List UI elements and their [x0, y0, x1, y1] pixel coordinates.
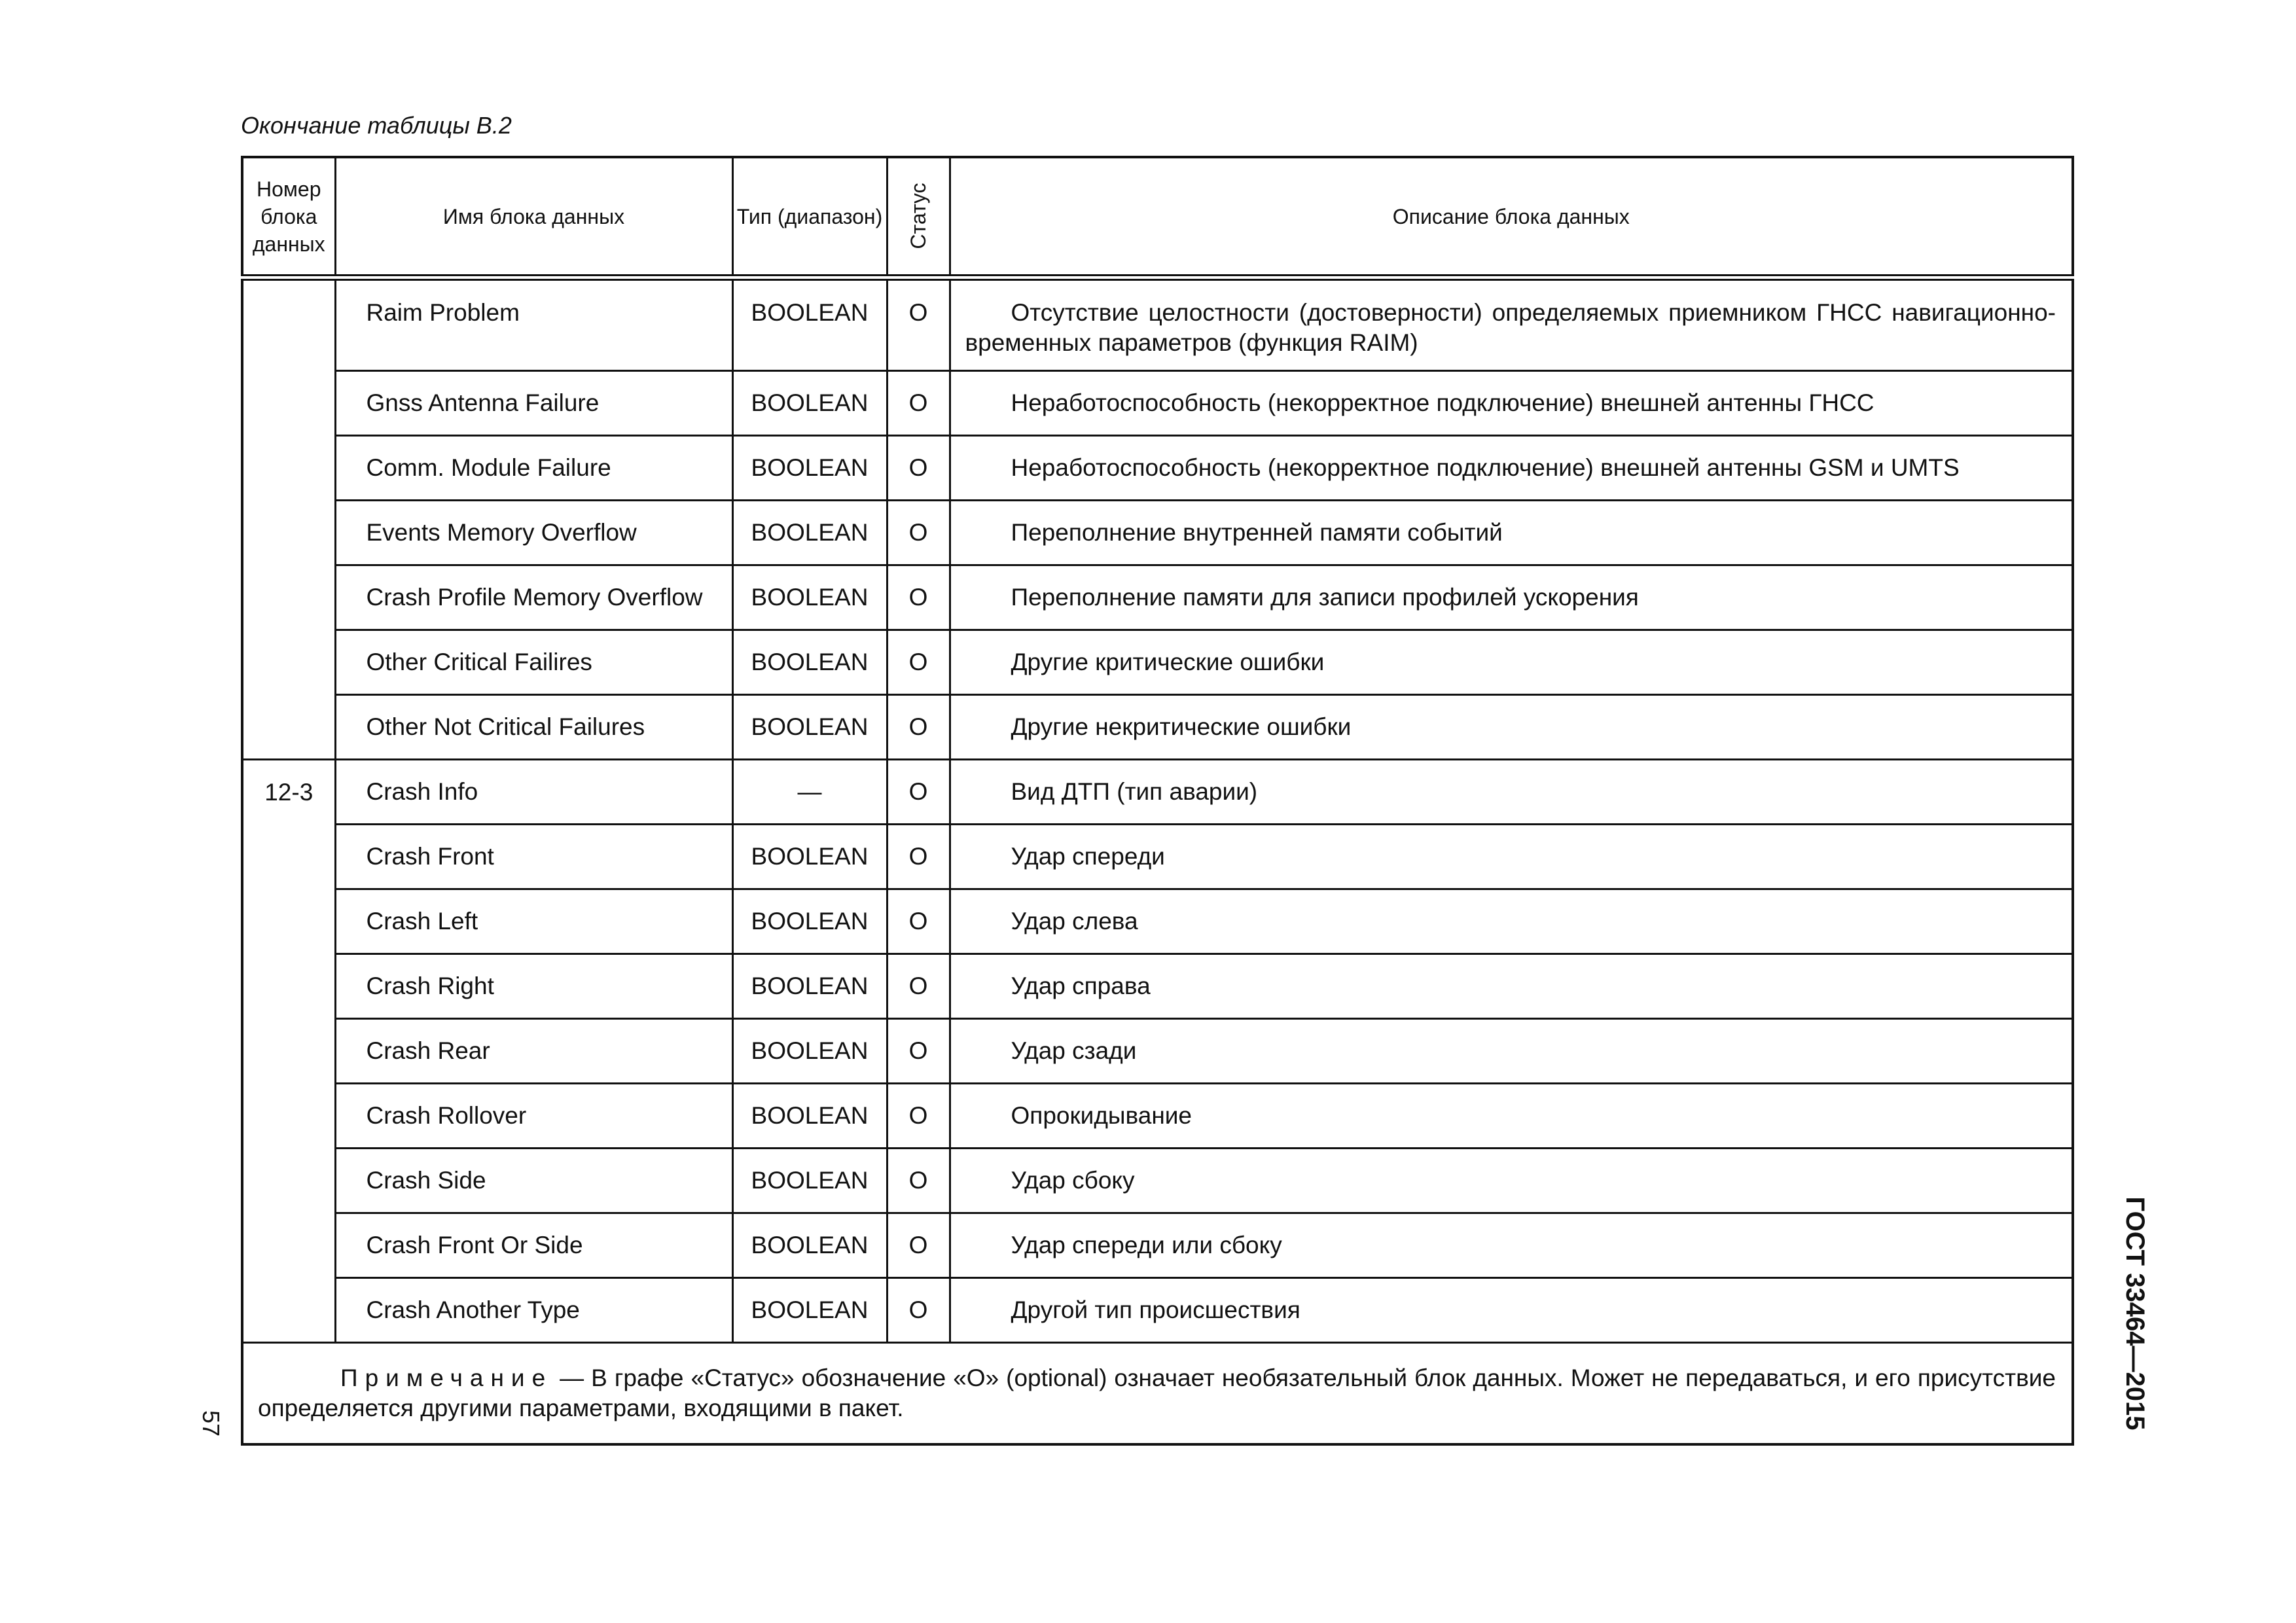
header-status [887, 157, 950, 277]
data-blocks-table [241, 156, 2074, 1446]
table-row [242, 370, 2073, 435]
status-cell: O [887, 1018, 950, 1083]
header-block-number: Номер блока данных [242, 157, 335, 277]
type-cell: BOOLEAN [732, 435, 887, 500]
block-number-cell: 12-3 [242, 759, 335, 1342]
block-name-cell: Crash Info [335, 759, 732, 824]
note-label: Примечание [340, 1364, 553, 1391]
status-cell: O [887, 565, 950, 630]
status-cell: O [887, 954, 950, 1018]
status-cell: O [887, 1148, 950, 1213]
type-cell: — [732, 759, 887, 824]
block-name-cell: Other Critical Failires [335, 630, 732, 694]
header-block-name: Имя блока данных [335, 157, 732, 277]
header-status-label: Статус [906, 182, 930, 249]
status-cell: O [887, 824, 950, 889]
block-name-cell: Crash Front Or Side [335, 1213, 732, 1277]
status-cell: O [887, 277, 950, 370]
description-cell: Неработоспособность (некорректное подключение) внешней антенны GSM и UMTS [950, 435, 2073, 500]
standard-code-label: ГОСТ 33464—2015 [2121, 1196, 2149, 1431]
description-cell: Другие критические ошибки [950, 630, 2073, 694]
block-name-cell: Other Not Critical Failures [335, 694, 732, 759]
description-cell: Удар слева [950, 889, 2073, 954]
block-name-cell: Gnss Antenna Failure [335, 370, 732, 435]
table-row [242, 1148, 2073, 1213]
block-name-cell: Crash Left [335, 889, 732, 954]
table-row [242, 824, 2073, 889]
table-row [242, 694, 2073, 759]
type-cell: BOOLEAN [732, 889, 887, 954]
type-cell: BOOLEAN [732, 824, 887, 889]
status-cell: O [887, 435, 950, 500]
table-row [242, 759, 2073, 824]
type-cell: BOOLEAN [732, 1083, 887, 1148]
block-name-cell: Comm. Module Failure [335, 435, 732, 500]
status-cell: O [887, 500, 950, 565]
table-row [242, 1083, 2073, 1148]
type-cell: BOOLEAN [732, 1018, 887, 1083]
description-cell: Удар спереди [950, 824, 2073, 889]
header-type-range: Тип (диапазон) [732, 157, 887, 277]
status-cell: O [887, 1277, 950, 1342]
type-cell: BOOLEAN [732, 1148, 887, 1213]
block-name-cell: Raim Problem [335, 277, 732, 370]
description-cell: Удар сзади [950, 1018, 2073, 1083]
table-note [242, 1342, 2073, 1444]
block-name-cell: Crash Right [335, 954, 732, 1018]
table-row [242, 1213, 2073, 1277]
block-name-cell: Events Memory Overflow [335, 500, 732, 565]
description-cell: Удар сбоку [950, 1148, 2073, 1213]
header-description: Описание блока данных [950, 157, 2073, 277]
status-cell: O [887, 1083, 950, 1148]
description-cell: Удар справа [950, 954, 2073, 1018]
status-cell: O [887, 694, 950, 759]
type-cell: BOOLEAN [732, 565, 887, 630]
note-text: — В графе «Статус» обозначение «О» (optional) означает необязательный блок данных. Может не передаваться, и его присутствие определяется другими параметрами, входящими в пакет. [258, 1364, 2056, 1421]
table-row [242, 1018, 2073, 1083]
type-cell: BOOLEAN [732, 954, 887, 1018]
block-name-cell: Crash Rollover [335, 1083, 732, 1148]
table-row [242, 889, 2073, 954]
description-cell: Отсутствие целостности (достоверности) определяемых приемником ГНСС навигационно-временных параметров (функция RAIM) [950, 277, 2073, 370]
type-cell: BOOLEAN [732, 630, 887, 694]
table-caption: Окончание таблицы В.2 [241, 112, 512, 139]
description-cell: Переполнение памяти для записи профилей ускорения [950, 565, 2073, 630]
description-cell: Другой тип происшествия [950, 1277, 2073, 1342]
type-cell: BOOLEAN [732, 500, 887, 565]
type-cell: BOOLEAN [732, 370, 887, 435]
description-cell: Переполнение внутренней памяти событий [950, 500, 2073, 565]
table-row [242, 630, 2073, 694]
type-cell: BOOLEAN [732, 277, 887, 370]
status-cell: O [887, 889, 950, 954]
block-number-cell [242, 277, 335, 759]
status-cell: O [887, 630, 950, 694]
table-row [242, 954, 2073, 1018]
table-row [242, 1277, 2073, 1342]
status-cell: O [887, 759, 950, 824]
table-row [242, 435, 2073, 500]
status-cell: O [887, 1213, 950, 1277]
type-cell: BOOLEAN [732, 1277, 887, 1342]
block-name-cell: Crash Front [335, 824, 732, 889]
description-cell: Опрокидывание [950, 1083, 2073, 1148]
block-name-cell: Crash Profile Memory Overflow [335, 565, 732, 630]
table-note-row [242, 1342, 2073, 1444]
type-cell: BOOLEAN [732, 694, 887, 759]
table-row [242, 500, 2073, 565]
block-name-cell: Crash Another Type [335, 1277, 732, 1342]
table-row [242, 565, 2073, 630]
type-cell: BOOLEAN [732, 1213, 887, 1277]
table-header-row [242, 157, 2073, 277]
description-cell: Другие некритические ошибки [950, 694, 2073, 759]
description-cell: Неработоспособность (некорректное подключение) внешней антенны ГНСС [950, 370, 2073, 435]
status-cell: O [887, 370, 950, 435]
table-row [242, 277, 2073, 370]
page-number-label: 57 [198, 1410, 224, 1437]
description-cell: Удар спереди или сбоку [950, 1213, 2073, 1277]
block-name-cell: Crash Side [335, 1148, 732, 1213]
description-cell: Вид ДТП (тип аварии) [950, 759, 2073, 824]
block-name-cell: Crash Rear [335, 1018, 732, 1083]
